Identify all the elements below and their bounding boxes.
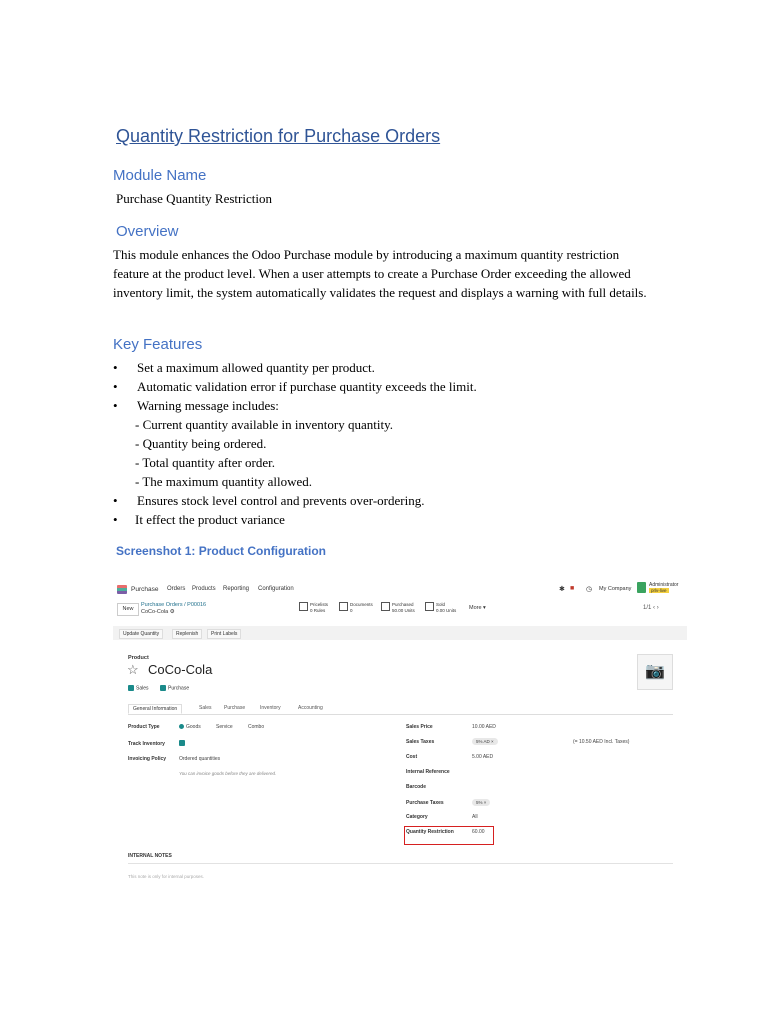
product-name[interactable]: CoCo-Cola xyxy=(148,662,213,677)
checkbox-icon xyxy=(179,740,185,746)
tab-general-information[interactable]: General Information xyxy=(128,704,182,714)
chevron-right-icon[interactable]: › xyxy=(656,605,659,611)
nav-app-purchase[interactable]: Purchase xyxy=(131,586,159,593)
highlight-box xyxy=(404,826,494,845)
product-type-service[interactable]: Service xyxy=(216,724,233,730)
bug-icon[interactable]: ✱ xyxy=(559,586,565,593)
key-features-heading: Key Features xyxy=(113,336,203,353)
bullet-icon: • xyxy=(113,512,118,527)
list-subitem: - Total quantity after order. xyxy=(135,455,275,470)
cart-icon xyxy=(381,602,390,611)
bullet-icon: • xyxy=(113,360,118,375)
list-item: • Set a maximum allowed quantity per product. xyxy=(113,360,375,375)
smart-button-sold[interactable]: Sold 0.00 Units xyxy=(425,602,456,613)
breadcrumb[interactable]: Purchase Orders / P00016 xyxy=(141,602,207,608)
barcode-label: Barcode xyxy=(406,784,427,790)
purchase-checkbox[interactable]: Purchase xyxy=(160,685,189,691)
invoicing-policy-label: Invoicing Policy xyxy=(128,756,167,762)
module-name-text: Purchase Quantity Restriction xyxy=(116,191,272,206)
nav-orders[interactable]: Orders xyxy=(167,586,186,592)
company-switcher[interactable]: My Company xyxy=(599,586,632,592)
list-subitem: - Quantity being ordered. xyxy=(135,436,267,451)
bullet-icon: • xyxy=(113,493,118,508)
module-name-heading: Module Name xyxy=(113,167,207,184)
tab-accounting[interactable]: Accounting xyxy=(298,705,323,711)
sales-price-value[interactable]: 10.00 AED xyxy=(472,724,496,730)
more-button[interactable]: More ▾ xyxy=(469,605,486,611)
list-item: • It effect the product variance xyxy=(113,512,285,527)
radio-icon xyxy=(179,724,184,729)
update-quantity-button[interactable]: Update Quantity xyxy=(119,629,163,639)
chevron-left-icon[interactable]: ‹ xyxy=(653,605,656,611)
pager xyxy=(643,605,659,611)
bullet-icon: • xyxy=(113,398,118,413)
quantity-restriction-value[interactable]: 60.00 xyxy=(472,829,485,835)
category-value[interactable]: All xyxy=(472,814,478,820)
list-subitem: - Current quantity available in inventory quantity. xyxy=(135,417,394,432)
product-type-goods[interactable]: Goods xyxy=(179,724,201,730)
checkbox-icon xyxy=(160,685,166,691)
new-button[interactable]: New xyxy=(117,603,139,616)
pager-value: 1/1 xyxy=(643,605,652,611)
list-subitem: - The maximum quantity allowed. xyxy=(135,474,313,489)
chat-icon[interactable]: ■ xyxy=(570,585,575,592)
nav-reporting[interactable]: Reporting xyxy=(223,586,250,592)
record-name: CoCo-Cola ⚙ xyxy=(141,609,175,615)
chart-icon xyxy=(425,602,434,611)
cost-value[interactable]: 5.00 AED xyxy=(472,754,494,760)
gear-icon[interactable]: ⚙ xyxy=(169,609,175,615)
nav-products[interactable]: Products xyxy=(192,586,216,592)
sales-price-label: Sales Price xyxy=(406,724,433,730)
category-label: Category xyxy=(406,814,428,820)
document-title: Quantity Restriction for Purchase Orders xyxy=(116,126,441,146)
internal-notes-field[interactable]: This note is only for internal purposes. xyxy=(128,874,205,879)
purchase-app-icon xyxy=(117,585,127,594)
camera-icon[interactable]: 📷 xyxy=(637,654,673,690)
tab-inventory[interactable]: Inventory xyxy=(260,705,281,711)
internal-reference-label: Internal Reference xyxy=(406,769,450,775)
sales-checkbox[interactable]: Sales xyxy=(128,685,149,691)
tab-purchase[interactable]: Purchase xyxy=(224,705,246,711)
replenish-button[interactable]: Replenish xyxy=(172,629,202,639)
quantity-restriction-label: Quantity Restriction xyxy=(406,829,454,835)
star-icon[interactable]: ☆ xyxy=(127,662,139,677)
print-labels-button[interactable]: Print Labels xyxy=(207,629,241,639)
avatar[interactable] xyxy=(637,582,646,593)
smart-button-pricelists[interactable]: Pricelists 0 Rules xyxy=(299,602,328,613)
overview-heading: Overview xyxy=(116,223,179,240)
nav-configuration[interactable]: Configuration xyxy=(258,586,294,592)
user-menu[interactable]: Administrator prlv-live xyxy=(649,582,679,593)
invoicing-hint: You can invoice goods before they are delivered. xyxy=(179,771,277,776)
track-inventory-checkbox[interactable] xyxy=(179,740,187,746)
tab-sales[interactable]: Sales xyxy=(199,705,212,711)
smart-button-documents[interactable]: Documents 0 xyxy=(339,602,373,613)
product-form-screenshot xyxy=(113,578,687,886)
smart-button-purchased[interactable]: Purchased 50.00 Units xyxy=(381,602,415,613)
purchase-taxes-label: Purchase Taxes xyxy=(406,800,444,806)
divider xyxy=(128,863,673,864)
screenshot-caption: Screenshot 1: Product Configuration xyxy=(116,544,327,558)
list-item: • Ensures stock level control and prevents over-ordering. xyxy=(113,493,425,508)
list-item: • Warning message includes: xyxy=(113,398,279,413)
internal-notes-label: INTERNAL NOTES xyxy=(128,853,172,859)
cost-label: Cost xyxy=(406,754,418,760)
features-list xyxy=(113,358,477,529)
list-icon xyxy=(299,602,308,611)
clock-icon[interactable]: ◷ xyxy=(586,586,593,593)
overview-paragraph: This module enhances the Odoo Purchase module by introducing a maximum quantity restriction feature at the product level. When a user attempts to create a Purchase Order exceeding the allowed inventory limit, the system automatically validates the request and displays a warning with full details. xyxy=(113,247,647,300)
document-icon xyxy=(339,602,348,611)
top-navbar xyxy=(113,578,687,600)
checkbox-icon xyxy=(128,685,134,691)
track-inventory-label: Track Inventory xyxy=(128,741,165,747)
sales-taxes-label: Sales Taxes xyxy=(406,739,435,745)
bullet-icon: • xyxy=(113,379,118,394)
invoicing-policy-value[interactable]: Ordered quantities xyxy=(179,756,221,762)
sales-taxes-incl: (= 10.50 AED Incl. Taxes) xyxy=(573,739,630,745)
product-type-combo[interactable]: Combo xyxy=(248,724,265,730)
product-field-label: Product xyxy=(128,655,149,661)
product-type-label: Product Type xyxy=(128,724,160,730)
purchase-tax-tag[interactable]: 5% × xyxy=(472,799,490,806)
sales-tax-tag[interactable]: 5% AD × xyxy=(472,738,498,745)
list-item: • Automatic validation error if purchase quantity exceeds the limit. xyxy=(113,379,477,394)
